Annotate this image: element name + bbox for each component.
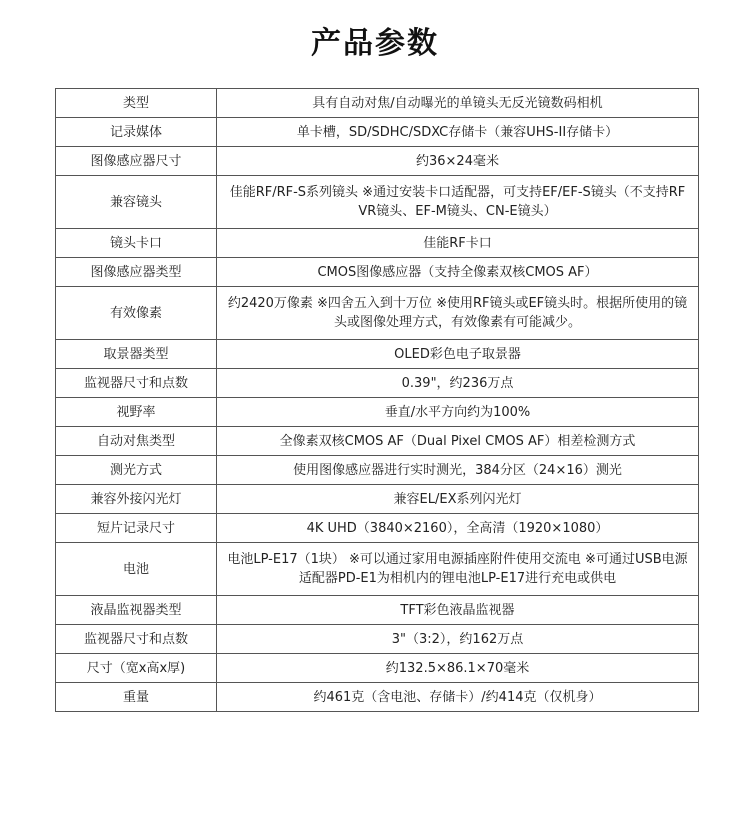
- table-row: [56, 340, 699, 369]
- table-row: [56, 258, 699, 287]
- table-row: [56, 625, 699, 654]
- spec-label-type: 类型: [56, 89, 217, 118]
- spec-label-coverage: 视野率: [56, 398, 217, 427]
- spec-label-recording-media: 记录媒体: [56, 118, 217, 147]
- spec-label-viewfinder-size-dots: 监视器尺寸和点数: [56, 369, 217, 398]
- spec-label-lens-mount: 镜头卡口: [56, 229, 217, 258]
- spec-value-flash: 兼容EL/EX系列闪光灯: [217, 485, 699, 514]
- spec-label-lcd-type: 液晶监视器类型: [56, 596, 217, 625]
- spec-value-sensor-type: CMOS图像感应器（支持全像素双核CMOS AF）: [217, 258, 699, 287]
- spec-value-weight: 约461克（含电池、存储卡）/约414克（仅机身）: [217, 683, 699, 712]
- table-row: [56, 176, 699, 229]
- table-row: [56, 369, 699, 398]
- spec-value-battery: 电池LP-E17（1块） ※可以通过家用电源插座附件使用交流电 ※可通过USB电源适配器PD-E1为相机内的锂电池LP-E17进行充电或供电: [217, 543, 699, 596]
- spec-value-metering: 使用图像感应器进行实时测光，384分区（24×16）测光: [217, 456, 699, 485]
- spec-label-viewfinder-type: 取景器类型: [56, 340, 217, 369]
- table-row: [56, 287, 699, 340]
- spec-value-effective-pixels: 约2420万像素 ※四舍五入到十万位 ※使用RF镜头或EF镜头时。根据所使用的镜头或图像处理方式，有效像素有可能减少。: [217, 287, 699, 340]
- spec-label-battery: 电池: [56, 543, 217, 596]
- table-row: [56, 485, 699, 514]
- table-row: [56, 398, 699, 427]
- spec-value-sensor-size: 约36×24毫米: [217, 147, 699, 176]
- spec-label-compatible-lenses: 兼容镜头: [56, 176, 217, 229]
- spec-value-type: 具有自动对焦/自动曝光的单镜头无反光镜数码相机: [217, 89, 699, 118]
- table-row: [56, 683, 699, 712]
- table-row: [56, 654, 699, 683]
- spec-table-body: [56, 89, 699, 712]
- spec-label-movie-size: 短片记录尺寸: [56, 514, 217, 543]
- spec-label-dimensions: 尺寸（宽x高x厚): [56, 654, 217, 683]
- table-row: [56, 229, 699, 258]
- spec-label-monitor-size-dots: 监视器尺寸和点数: [56, 625, 217, 654]
- spec-label-effective-pixels: 有效像素: [56, 287, 217, 340]
- spec-value-lcd-type: TFT彩色液晶监视器: [217, 596, 699, 625]
- spec-value-af-type: 全像素双核CMOS AF（Dual Pixel CMOS AF）相差检测方式: [217, 427, 699, 456]
- table-row: [56, 543, 699, 596]
- spec-value-monitor-size-dots: 3"（3:2），约162万点: [217, 625, 699, 654]
- spec-value-viewfinder-type: OLED彩色电子取景器: [217, 340, 699, 369]
- table-row: [56, 596, 699, 625]
- spec-label-flash: 兼容外接闪光灯: [56, 485, 217, 514]
- spec-value-viewfinder-size-dots: 0.39"，约236万点: [217, 369, 699, 398]
- page-title: 产品参数: [311, 26, 439, 61]
- table-row: [56, 89, 699, 118]
- table-row: [56, 147, 699, 176]
- spec-label-sensor-size: 图像感应器尺寸: [56, 147, 217, 176]
- table-row: [56, 456, 699, 485]
- spec-value-dimensions: 约132.5×86.1×70毫米: [217, 654, 699, 683]
- spec-table: [55, 88, 699, 712]
- spec-label-sensor-type: 图像感应器类型: [56, 258, 217, 287]
- spec-label-metering: 测光方式: [56, 456, 217, 485]
- spec-value-lens-mount: 佳能RF卡口: [217, 229, 699, 258]
- table-row: [56, 118, 699, 147]
- spec-value-movie-size: 4K UHD（3840×2160），全高清（1920×1080）: [217, 514, 699, 543]
- spec-value-compatible-lenses: 佳能RF/RF-S系列镜头 ※通过安装卡口适配器，可支持EF/EF-S镜头（不支持RF VR镜头、EF-M镜头、CN-E镜头）: [217, 176, 699, 229]
- table-row: [56, 514, 699, 543]
- spec-label-af-type: 自动对焦类型: [56, 427, 217, 456]
- spec-value-coverage: 垂直/水平方向约为100%: [217, 398, 699, 427]
- table-row: [56, 427, 699, 456]
- spec-value-recording-media: 单卡槽，SD/SDHC/SDXC存储卡（兼容UHS-II存储卡）: [217, 118, 699, 147]
- spec-label-weight: 重量: [56, 683, 217, 712]
